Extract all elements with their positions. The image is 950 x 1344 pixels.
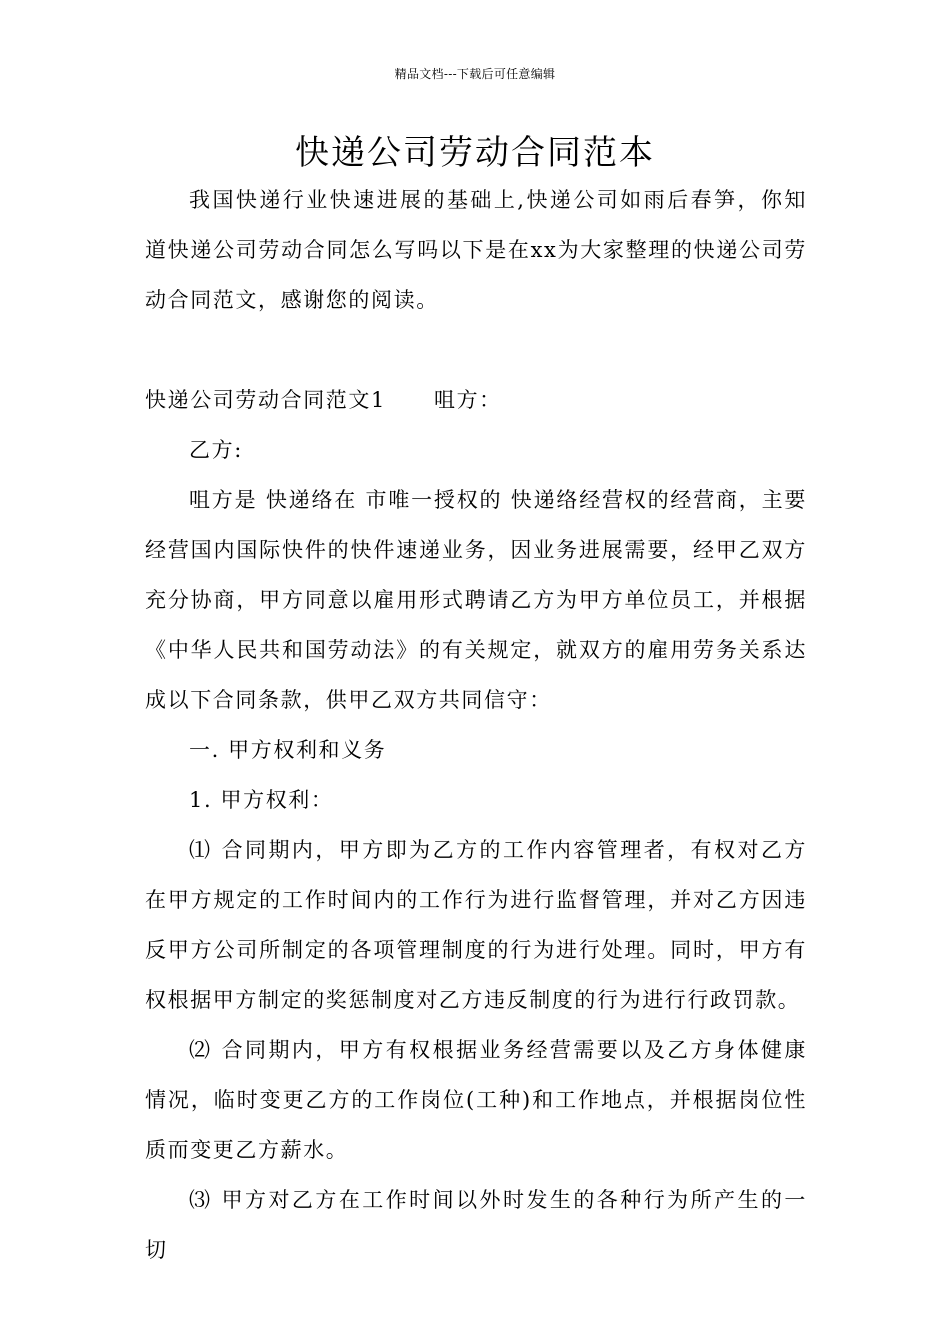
party-b-label: 乙方: [189, 438, 243, 462]
clause-2: ⑵ 合同期内，甲方有权根据业务经营需要以及乙方身体健康情况，临时变更乙方的工作岗位(工种)和工作地点，并根据岗位性质而变更乙方薪水。 [145, 1038, 807, 1162]
section-title: 快递公司劳动合同范文1 [145, 388, 386, 412]
clause-3: ⑶ 甲方对乙方在工作时间以外时发生的各种行为所产生的一切 [145, 1188, 807, 1262]
clause-1: ⑴ 合同期内，甲方即为乙方的工作内容管理者，有权对乙方在甲方规定的工作时间内的工作行为进行监督管理，并对乙方因违反甲方公司所制定的各项管理制度的行为进行处理。同时，甲方有权根据甲方制定的奖惩制度对乙方违反制度的行为进行行政罚款。 [145, 838, 807, 1012]
party-a-label: 咀方： [433, 388, 502, 412]
main-paragraph: 咀方是 快递络在 市唯一授权的 快递络经营权的经营商，主要经营国内国际快件的快件速递业务，因业务进展需要，经甲乙双方充分协商，甲方同意以雇用形式聘请乙方为甲方单位员工，并根据《中华人民共和国劳动法》的有关规定，就双方的雇用劳务关系达成以下合同条款，供甲乙双方共同信守： [145, 488, 807, 712]
page-header: 精品文档---下载后可任意编辑 [394, 67, 556, 81]
document-title: 快递公司劳动合同范本 [295, 133, 655, 173]
section-line [145, 375, 807, 425]
heading-party-a-rights: 1. 甲方权利： [189, 788, 334, 812]
heading-rights-obligations: 一. 甲方权利和义务 [189, 738, 387, 762]
intro-paragraph: 我国快递行业快速进展的基础上,快递公司如雨后春笋，你知道快递公司劳动合同怎么写吗以下是在xx为大家整理的快递公司劳动合同范文，感谢您的阅读。 [145, 188, 807, 312]
